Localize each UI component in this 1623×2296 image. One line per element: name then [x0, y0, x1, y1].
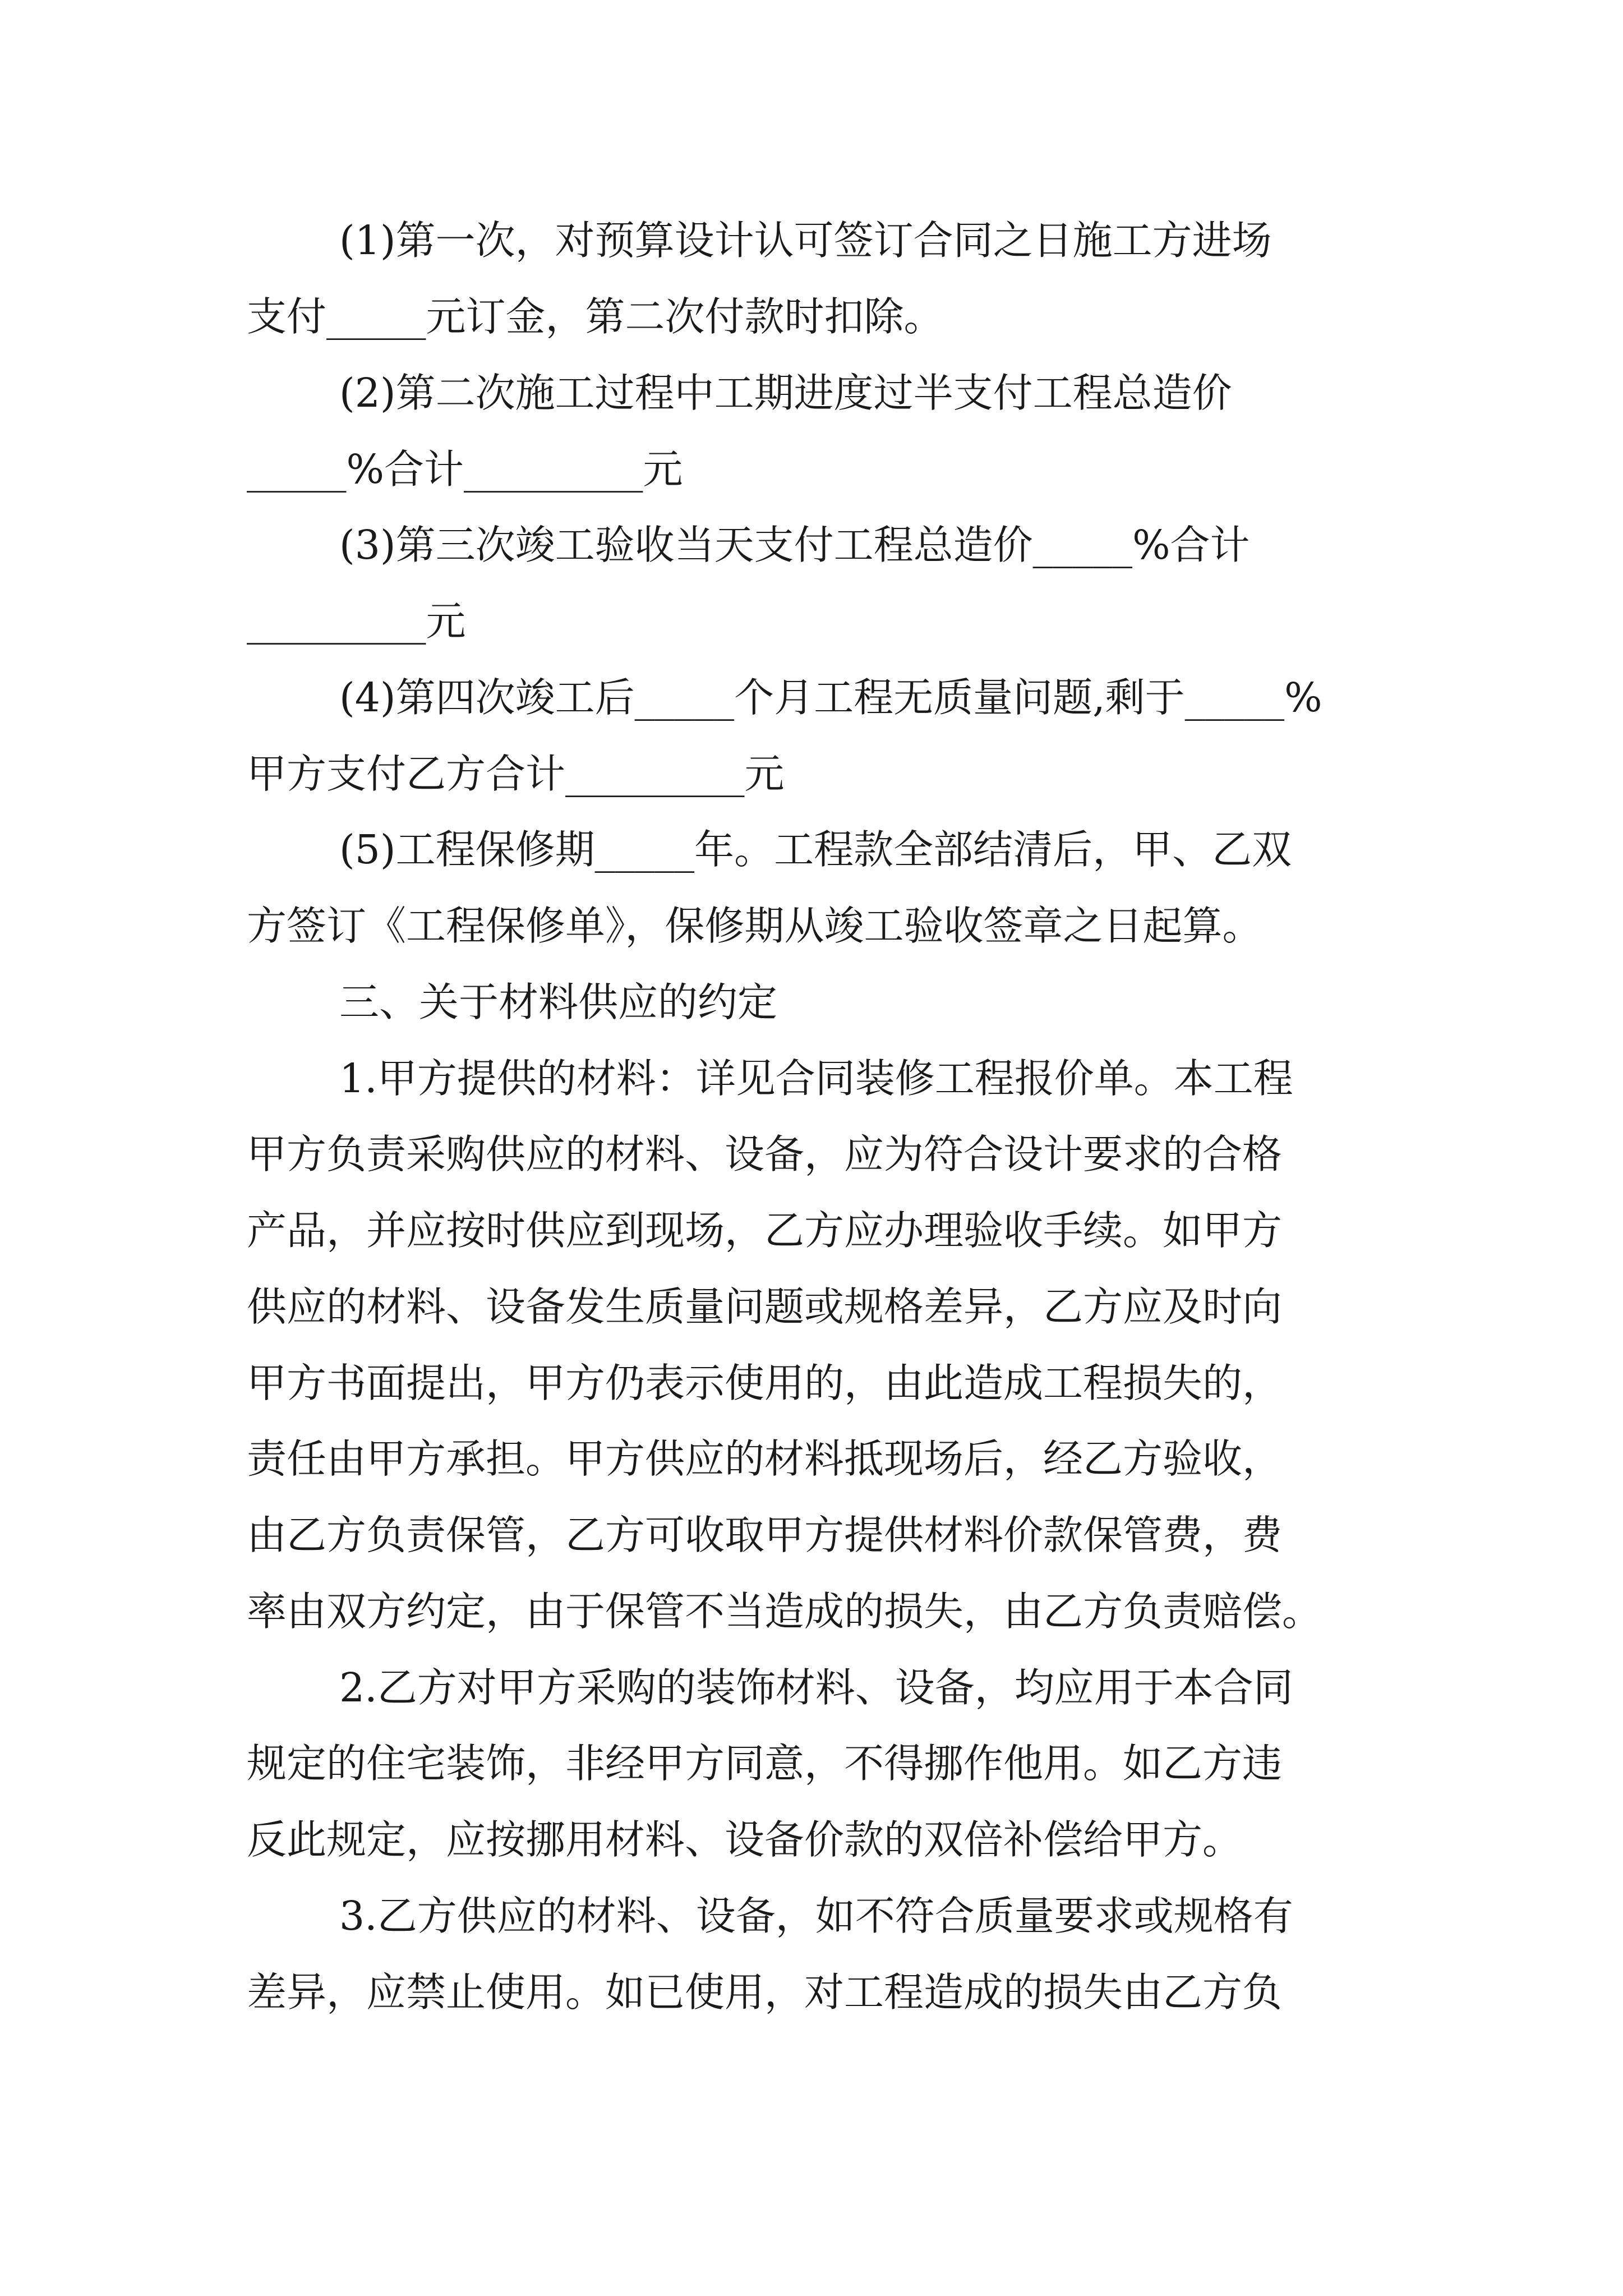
paragraph-line: 3.乙方供应的材料、设备，如不符合质量要求或规格有 — [339, 1893, 1293, 1939]
paragraph-line: (2)第二次施工过程中工期进度过半支付工程总造价 — [339, 370, 1232, 416]
paragraph-line: _________元 — [247, 598, 466, 645]
paragraph-line: 规定的住宅装饰，非经甲方同意，不得挪作他用。如乙方违 — [247, 1740, 1283, 1787]
paragraph-line: 由乙方负责保管，乙方可收取甲方提供材料价款保管费，费 — [247, 1512, 1283, 1558]
paragraph-line: (3)第三次竣工验收当天支付工程总造价_____%合计 — [339, 522, 1250, 568]
paragraph-line: (1)第一次，对预算设计认可签订合同之日施工方进场 — [339, 217, 1272, 264]
paragraph-line: 甲方支付乙方合计_________元 — [247, 751, 785, 797]
paragraph-line: 责任由甲方承担。甲方供应的材料抵现场后，经乙方验收， — [247, 1435, 1283, 1482]
paragraph-line: 甲方负责采购供应的材料、设备，应为符合设计要求的合格 — [247, 1131, 1283, 1177]
paragraph-line: 1.甲方提供的材料：详见合同装修工程报价单。本工程 — [339, 1055, 1293, 1102]
paragraph-line: 产品，并应按时供应到现场，乙方应办理验收手续。如甲方 — [247, 1207, 1283, 1254]
paragraph-line: 率由双方约定，由于保管不当造成的损失，由乙方负责赔偿。 — [247, 1588, 1322, 1635]
paragraph-line: 反此规定，应按挪用材料、设备价款的双倍补偿给甲方。 — [247, 1816, 1243, 1863]
paragraph-line: 甲方书面提出，甲方仍表示使用的，由此造成工程损失的， — [247, 1360, 1283, 1406]
paragraph-line: 2.乙方对甲方采购的装饰材料、设备，均应用于本合同 — [339, 1664, 1293, 1711]
paragraph-line: 方签订《工程保修单》，保修期从竣工验收签章之日起算。 — [247, 903, 1262, 949]
paragraph-line: 支付_____元订金，第二次付款时扣除。 — [247, 293, 944, 340]
paragraph-line: _____%合计_________元 — [247, 446, 683, 493]
section-heading: 三、关于材料供应的约定 — [339, 979, 778, 1025]
paragraph-line: 供应的材料、设备发生质量问题或规格差异，乙方应及时向 — [247, 1283, 1283, 1330]
paragraph-line: (5)工程保修期_____年。工程款全部结清后，甲、乙双 — [339, 826, 1292, 873]
paragraph-line: (4)第四次竣工后_____个月工程无质量问题,剩于_____% — [339, 674, 1322, 721]
paragraph-line: 差异，应禁止使用。如已使用，对工程造成的损失由乙方负 — [247, 1969, 1283, 2016]
